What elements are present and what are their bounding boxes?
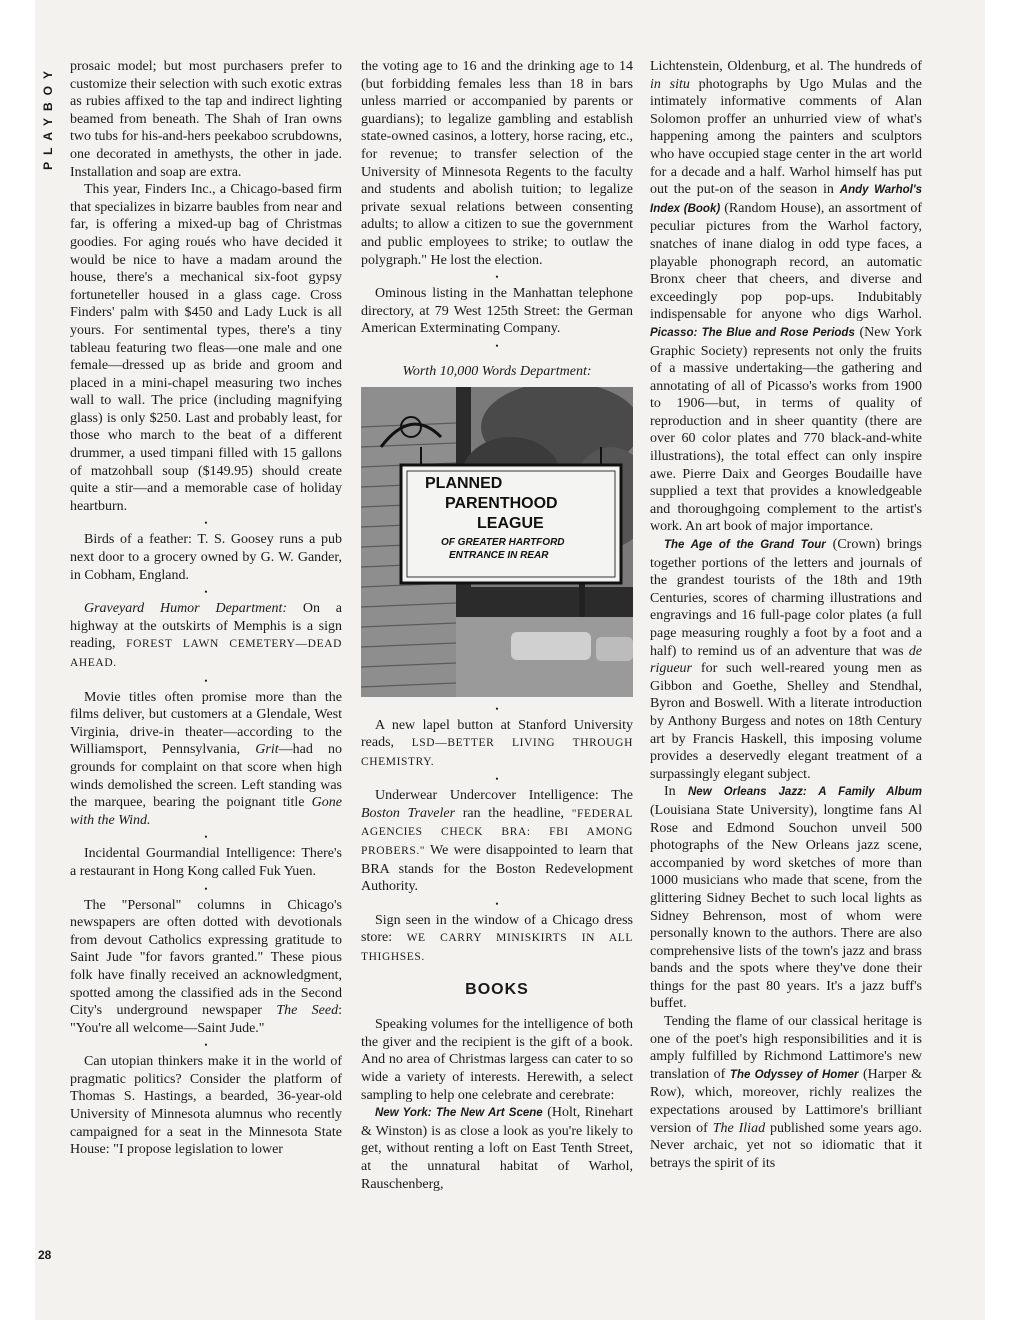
paragraph-exterminating: Ominous listing in the Manhattan telephone directory, at 79 West 125th Street: the German American Exterminating Company.	[361, 286, 633, 337]
paragraph-saint-jude	[70, 897, 342, 1038]
bullet-separator: •	[204, 587, 208, 598]
sign-line-2: PARENTHOOD	[445, 494, 558, 512]
book-title: New Orleans Jazz: A Family Album	[688, 786, 922, 799]
book-title: Andy Warhol's Index (Book)	[650, 184, 922, 215]
paragraph-grand-tour	[650, 536, 922, 783]
paragraph-text: (Crown) brings together portions of the letters and journals of the grandest tourists of the 18th and 19th Centuries, scores of charming illustrations and engravings and 16 full-page color plates (a full page measuring roughly a foot by a foot and a half) to remind us of an adventure that was	[650, 537, 923, 659]
bullet-separator: •	[204, 518, 208, 529]
bullet-separator: •	[495, 703, 499, 714]
paragraph-text: for such well-reared young men as Gibbon and Goethe, Shelley and Stendhal, Byron and Boswell. With a literate introduction by Anthony Burgess and notes on 18th Century art by Francis Haskell, this imposing volume provides a deservedly elegant treatment of a surpassingly elegant subject.	[650, 661, 922, 782]
newspaper-name: Grit	[255, 742, 279, 758]
paragraph-text: published some years ago. Never archaic, yet not so idiomatic that it betrays the spirit of its	[650, 1120, 922, 1171]
paragraph-text: ran the headline,	[455, 805, 572, 821]
paragraph-new-art-scene	[361, 1104, 633, 1193]
paragraph-text: In	[664, 784, 688, 800]
paragraph-text: —had no grounds for complaint on that score when high winds demolished the screen. Left standing was the marquee, bearing the poignant title	[70, 742, 342, 811]
bullet-separator: •	[204, 832, 208, 843]
paragraph-underwear	[361, 787, 633, 896]
headline-text: "FEDERAL AGENCIES CHECK BRA: FBI AMONG PROBERS."	[361, 807, 633, 858]
book-title: The Odyssey of Homer	[729, 1068, 859, 1081]
paragraph-text: We were disappointed to learn that BRA stands for the Boston Redevelopment Authority.	[361, 843, 633, 895]
paragraph-text: The "Personal" columns in Chicago's newspapers are often dotted with devotionals from devout Catholics expressing gratitude to Saint Jude "for favors granted." These pious folk have finally received an acknowledgment, spotted among the classified ads in the Second City's underground newspaper	[70, 897, 342, 1019]
paragraph-text: Underwear Undercover Intelligence: The	[375, 788, 633, 804]
paragraph-hastings: Can utopian thinkers make it in the world of pragmatic politics? Consider the platform of Thomas S. Hastings, a bearded, 36-year-old University of Minnesota alumnus who recently campaigned for a seat in the Minnesota State House: "I propose legislation to lower	[70, 1054, 342, 1158]
sign-photo	[361, 387, 633, 697]
paragraph-jazz	[650, 783, 922, 1013]
sign-line-3: LEAGUE	[477, 514, 544, 532]
item-heading: Worth 10,000 Words Department:	[402, 363, 592, 379]
paragraph-books-intro: Speaking volumes for the intelligence of both the giver and the recipient is the gift of a book. And no area of Christmas largess can cater to so wide a variety of interests. Herewith, a select sampling to help one celebrate and cerebrate:	[361, 1017, 633, 1103]
column-2	[361, 58, 633, 1193]
bullet-separator: •	[495, 340, 499, 351]
paragraph-text: On a highway at the outskirts of Memphis is a sign reading,	[70, 601, 342, 652]
paragraph-text: A new lapel button at Stanford University reads,	[361, 717, 633, 751]
sign-line-5: ENTRANCE IN REAR	[449, 549, 549, 561]
column-3	[650, 58, 922, 1172]
paragraph-text: (New York Graphic Society) represents not only the fruits of a massive undertaking—the gathering and annotating of all of Picasso's works from 1900 to 1906—but, in terms of quality of reproduction and in sheer quantity (there are over 60 color plates and 770 black-and-white illustrations), the total effect can only inspire awe. Pierre Daix and Georges Boudaille have supplied a text that provides a knowledgeable and thoroughgoing complement to the artist's work. An art book of major importance.	[650, 324, 922, 535]
paragraph-finders: This year, Finders Inc., a Chicago-based firm that specializes in bizarre baubles from near and far, is offering a mixed-up bag of Christmas goodies. For aging roués who have decided it would be nice to have a madam around the house, there's a mechanical six-foot gypsy fortuneteller housed in a glass cage. Cross Finders' palm with $450 and Lady Luck is all yours. For sentimental types, there's a tiny tableau featuring two fleas—one male and one female—dressed up as bride and groom and placed in a mini-chapel measuring two inches wall to wall. The price (including magnifying glass) is only $250. Last and probably least, for those who march to the beat of a different drummer, a used timpani filled with 15 gallons of matzohball soup ($149.95) should create quite a stir—and a memorable case of holiday heartburn.	[70, 182, 342, 514]
paragraph-lapel-button	[361, 717, 633, 772]
sign-line-4: OF GREATER HARTFORD	[441, 536, 565, 548]
paragraph-bathtubs: prosaic model; but most purchasers prefer to customize their selection with such exotic extras as rubies affixed to the tap and indirect lighting beamed from beneath. The Shah of Iran owns two tubs for his-and-hers peekaboo scrubdowns, one decorated in amethysts, the other in jade. Installation and soap are extra.	[70, 59, 342, 180]
bullet-separator: •	[204, 675, 208, 686]
button-text: LSD—BETTER LIVING THROUGH CHEMISTRY.	[361, 737, 633, 768]
page-number: 28	[38, 1248, 52, 1262]
paragraph-art-books	[650, 58, 922, 536]
french-phrase: de rigueur	[650, 643, 922, 677]
paragraph-text: Movie titles often promise more than the films deliver, but customers at a Glendale, West Virginia, drive-in theater—according to the Williamsport, Pennsylvania,	[70, 689, 342, 758]
bullet-separator: •	[204, 1040, 208, 1051]
paragraph-text: (Louisiana State University), longtime fans Al Rose and Edmond Souchon unveil 500 photographs of the New Orleans jazz scene, accompanied by word sketches of more than 1000 musicians who made that scene, from the glittering Sidney Bechet to such local lights as Sidney Behrenson, most of whom were personally known to the authors. There are also comprehensive lists of the town's jazz and brass bands and the spots where they've done their things for the past 80 years. It's a jazz buff's buffet.	[650, 802, 922, 1012]
newspaper-name: Boston Traveler	[361, 805, 456, 821]
sign-text: FOREST LAWN CEMETERY—DEAD AHEAD.	[70, 638, 343, 669]
item-heading: Graveyard Humor Department:	[84, 601, 287, 617]
column-1	[70, 58, 342, 1159]
paragraph-movie-titles	[70, 689, 342, 830]
paragraph-goosey: Birds of a feather: T. S. Goosey runs a pub next door to a grocery owned by G. W. Gander, in Cobham, England.	[70, 532, 342, 583]
movie-title: Gone with the Wind.	[70, 795, 342, 828]
paragraph-gourmandial: Incidental Gourmandial Intelligence: There's a restaurant in Hong Kong called Fuk Yuen.	[70, 846, 342, 879]
photo-image	[361, 387, 633, 697]
paragraph-hastings-cont: the voting age to 16 and the drinking age to 14 (but forbidding females less than 18 in bars unless married or accompanied by parents or guardians); to legalize gambling and establish state-owned casinos, a lottery, horse racing, etc., for revenue; to transfer selection of the University of Minnesota Regents to the faculty and students and abolish tuition; to legalize private sexual relations between consenting adults; to allow a citizen to sue the government and public employees to strike; to outlaw the polygraph." He lost the election.	[361, 59, 633, 268]
latin-phrase: in situ	[650, 76, 690, 92]
books-heading: BOOKS	[465, 980, 529, 998]
paragraph-text: Sign seen in the window of a Chicago dress store:	[361, 912, 633, 946]
book-title: New York: The New Art Scene	[375, 1107, 543, 1120]
book-title: The Iliad	[712, 1120, 766, 1136]
paragraph-text: Tending the flame of our classical heritage is one of the poet's high responsibilities and it is amply fulfilled by Richmond Lattimore's new translation of	[650, 1014, 922, 1082]
book-title: Picasso: The Blue and Rose Periods	[650, 326, 855, 339]
paragraph-graveyard	[70, 600, 342, 672]
sign-text: WE CARRY MINISKIRTS IN ALL THIGHSES.	[361, 932, 634, 964]
paragraph-text: photographs by Ugo Mulas and the intimately informative comments of Alan Solomon proffer an unhurried view of what's happening among the painters and sculptors who have occupied stage center in the art world for a decade and a half. Warhol himself has put out the put-on of the season in	[650, 76, 922, 198]
newspaper-name: The Seed	[276, 1003, 339, 1019]
paragraph-text: (Harper & Row), which, moreover, richly realizes the expectations aroused by Lattimore's brilliant version of	[650, 1066, 922, 1136]
book-title: The Age of the Grand Tour	[664, 539, 826, 552]
paragraph-text: : "You're all welcome—Saint Jude."	[70, 1003, 342, 1036]
bullet-separator: •	[495, 774, 499, 785]
bullet-separator: •	[204, 883, 208, 894]
sign-line-1: PLANNED	[425, 474, 503, 492]
paragraph-odyssey	[650, 1013, 922, 1172]
paragraph-miniskirts	[361, 912, 633, 967]
bullet-separator: •	[495, 272, 499, 283]
bullet-separator: •	[495, 898, 499, 909]
paragraph-text: (Holt, Rinehart & Winston) is as close a look as you're likely to get, without renting a loft on East Tenth Street, at the unnatural habitat of Warhol, Rauschenberg,	[361, 1105, 633, 1192]
magazine-name: PLAYBOY	[41, 64, 55, 170]
paragraph-text: Lichtenstein, Oldenburg, et al. The hundreds of	[650, 59, 922, 74]
paragraph-text: (Random House), an assortment of peculiar pictures from the Warhol factory, snatches of inane dialog in odd type faces, a playable phonograph record, an automatic Bronx cheer that cheers, and diverse and exceedingly pop pop-ups. Indubitably indispensable for anyone who digs Warhol.	[650, 200, 922, 323]
